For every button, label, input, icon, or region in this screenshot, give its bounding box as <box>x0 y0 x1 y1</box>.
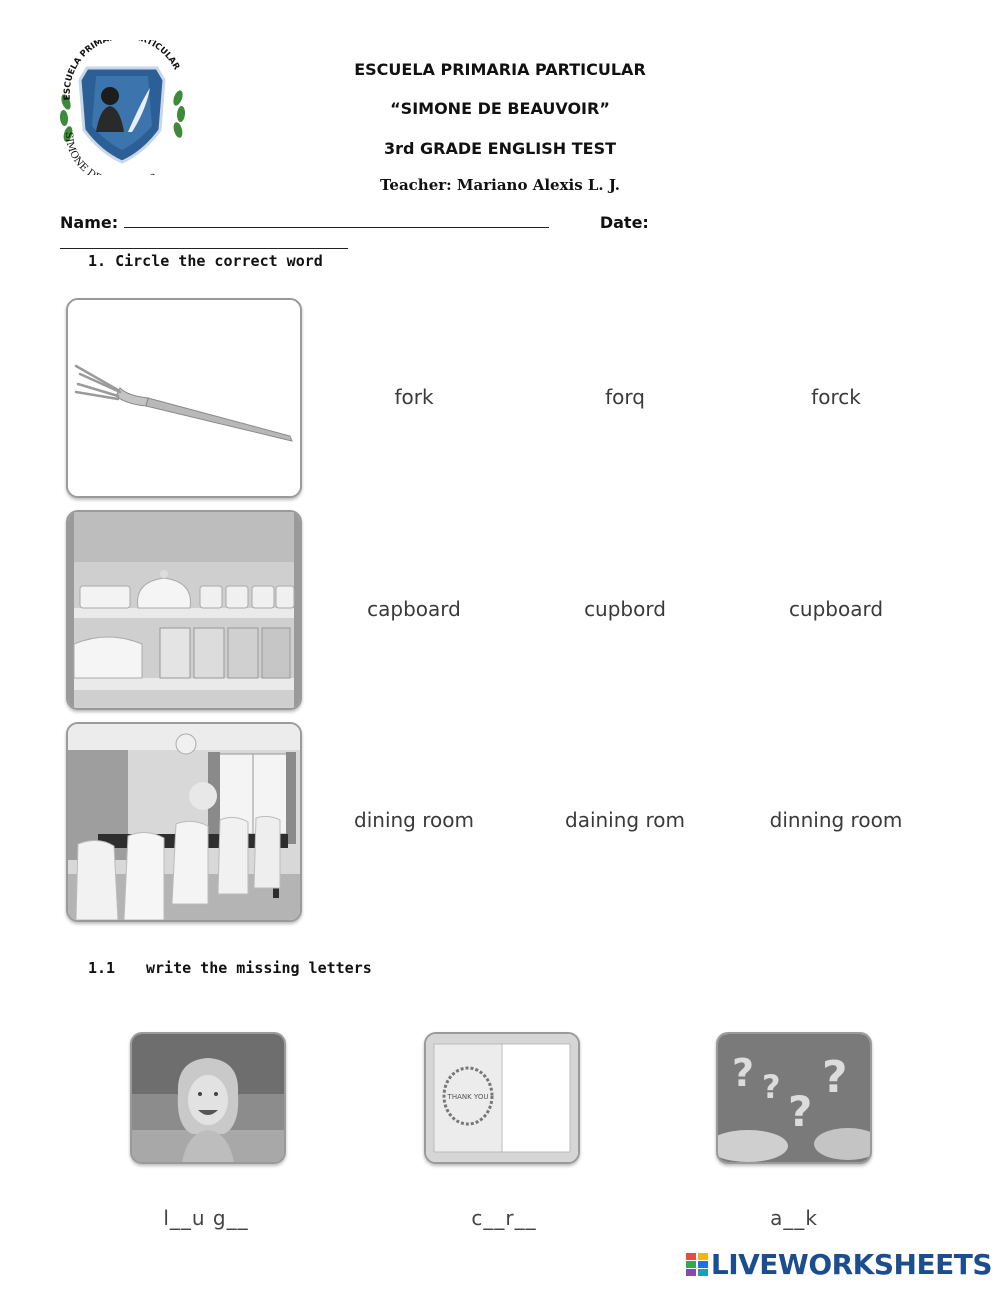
liveworksheets-icon <box>686 1253 708 1277</box>
option-forq[interactable]: forq <box>605 385 645 409</box>
teacher-name: Teacher: Mariano Alexis L. J. <box>379 176 621 194</box>
name-date-row <box>60 211 930 253</box>
missing-letters-ask[interactable]: a__k <box>770 1206 818 1230</box>
option-cupbord[interactable]: cupbord <box>584 597 666 621</box>
date-field-line[interactable] <box>60 232 348 249</box>
test-title: 3rd GRADE ENGLISH TEST <box>383 139 617 158</box>
liveworksheets-text: LIVEWORKSHEETS <box>710 1248 992 1281</box>
logo-arc-top-text: ESCUELA PRIMA TICULAR <box>62 40 182 101</box>
option-dining-room[interactable]: dining room <box>354 808 474 832</box>
school-name-line2: “SIMONE DE BEAUVOIR” <box>390 99 610 118</box>
dining-room-photo <box>66 722 302 922</box>
question-mark-glyph: ? <box>762 1068 781 1106</box>
missing-letters-laugh[interactable]: l__u g__ <box>163 1206 249 1230</box>
option-dinning-room[interactable]: dinning room <box>769 808 903 832</box>
section2-title: write the missing letters <box>146 959 372 977</box>
missing-letters-card[interactable]: c__r__ <box>471 1206 537 1230</box>
card-thank-you-text: THANK YOU <box>447 1093 489 1101</box>
laughing-girl-photo <box>130 1032 286 1164</box>
section1-title: 1. Circle the correct word <box>88 252 323 270</box>
option-forck[interactable]: forck <box>811 385 861 409</box>
option-capboard[interactable]: capboard <box>367 597 461 621</box>
logo-arc-bottom-text: SIMONE D <box>62 131 98 175</box>
section2-number: 1.1 <box>88 959 116 977</box>
school-name-line1: ESCUELA PRIMARIA PARTICULAR <box>354 60 646 79</box>
liveworksheets-brand <box>686 1248 992 1281</box>
name-field-line[interactable] <box>124 211 549 228</box>
date-label: Date: <box>599 213 649 232</box>
name-label: Name: <box>60 213 119 232</box>
option-daining-rom[interactable]: daining rom <box>565 808 685 832</box>
question-mark-glyph: ? <box>822 1052 848 1103</box>
question-marks-photo <box>716 1032 872 1164</box>
thank-you-card-photo <box>424 1032 580 1164</box>
cupboard-photo <box>66 510 302 710</box>
question-mark-glyph: ? <box>788 1087 813 1136</box>
fork-photo <box>66 298 302 498</box>
question-mark-glyph: ? <box>732 1051 755 1095</box>
option-fork[interactable]: fork <box>394 385 434 409</box>
option-cupboard[interactable]: cupboard <box>788 597 884 621</box>
